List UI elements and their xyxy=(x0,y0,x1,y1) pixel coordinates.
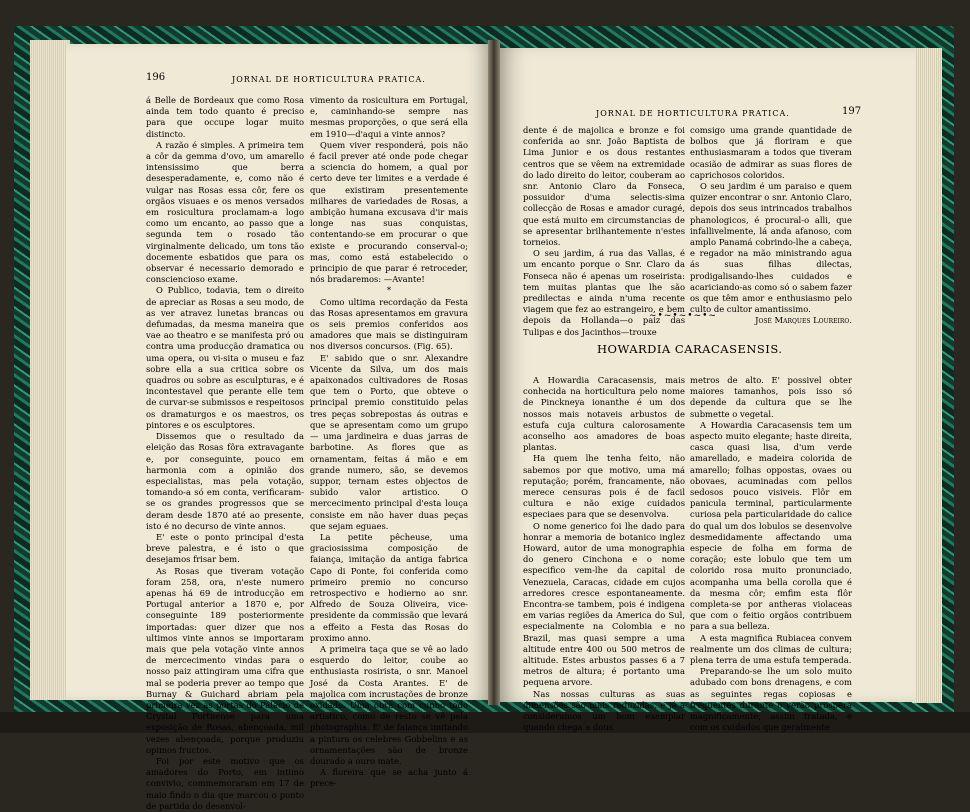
author-signature: José Marques Loureiro. xyxy=(755,315,852,326)
right-page-number: 197 xyxy=(842,106,862,117)
paragraph: E' este o ponto principal d'esta breve palestra, e é isto o que desejamos frisar bem. xyxy=(146,531,304,565)
right-lower-column-1 xyxy=(523,375,685,733)
left-page-number: 196 xyxy=(146,72,166,83)
section-separator: * xyxy=(386,285,392,296)
paragraph: O seu jardim é um paraiso e quem quizer encontrar o snr. Antonio Claro, depois dos seus intrincados trabalhos phanologicos, é procural-o alli, que infallivelmente, lá anda afanoso, com amplo Panamá cobrindo-lhe a cabeça, e regador na mão ministrando agua ás suas filhas dilectas, prodigalisando-lhes cuidados e acariciando-as como só o sabem fazer os que têm amor e enthusiasmo pelo culto de cultor amantissimo. xyxy=(690,181,852,315)
paragraph: Como ultima recordação da Festa das Rosas apresentamos em gravura os seis premios conferidos aos amadores que mais se distinguiram nos diversos concursos. (Fig. 65). xyxy=(310,296,468,352)
right-upper-column-1 xyxy=(523,125,685,337)
paragraph: A Howardia Caracasensis tem um aspecto muito elegante; haste direita, casca quasi lisa, d'um verde amarellado, e madeira colorida de amarello; folhas oppostas, ovaes ou obovaes, acuminadas com pellos sedosos pouco visiveis. Flôr em panicula terminal, particularmente curiosa pela particularidade do calice do qual um dos lobulos se desenvolve desmedidamente affectando uma especie de folha em forma de coração; este lobulo que tem um colorido rosa muito pronunciado, acompanha uma bella corolla que é da mesma côr; emfim esta flôr completa-se por antheras violaceas que com o feitio orgãos contribuem para a sua belleza. xyxy=(690,419,852,632)
paragraph: á Belle de Bordeaux que como Rosa ainda tem todo quanto é preciso para que occupe logar muito distincto. xyxy=(146,95,304,139)
book-gutter xyxy=(488,40,500,705)
paragraph: dente é de majolica e bronze e foi conferida ao snr. João Baptista de Lima Junior e os dous restantes centros que se vêem na extremidade do lado direito do leitor, couberam ao snr. Antonio Claro da Fonseca, possuidor d'uma selectis-sima collecção de Rosas e amador curagé, que está muito em circumstancias de se apresentar brilhantemente n'estes torneios. xyxy=(523,125,685,248)
paragraph: A Howardia Caracasensis, mais conhecida na horticultura pelo nome de Pinckneya ionanthe é um dos nossos mais notaveis arbustos de estufa cuja cultura calorosamente aconselho aos amadores de boas plantas. xyxy=(523,375,685,453)
paragraph: A esta magnifica Rubiacea convem realmente um dos climas de cultura; plena terra de uma estufa temperada. xyxy=(690,632,852,666)
paragraph: Dissemos que o resultado da eleição das Rosas fôra extravagante e, por conseguinte, pouco em harmonia com a opinião dos especialistas, mas pela votação, tomando-a só em conta, verificaram-se os grandes progressos que se deram desde 1870 até ao presente, isto é no decurso de vinte annos. xyxy=(146,431,304,531)
paragraph: A razão é simples. A primeira tem a côr da gemma d'ovo, um amarello intensissimo que berra desesperadamente, e, como não é vulgar nas Rosas essa côr, fere os orgãos visuaes e os menos versados em rosicultura proclamam-a logo como um encanto, ao passo que a segunda tem o rosado tão virginalmente delicado, um tons tão docemente esbatidos que para os observar é necessario demorado e conscienciosо exame. xyxy=(146,139,304,285)
paragraph: O seu jardim, á rua das Vallas, é um encanto porque o Snr. Claro da Fonseca não é apenas um roseirista: tem muitas plantas que lhe são predilectas e ainda n'uma recente viagem que fez ao estrangeiro, e bem depois da Hollanda—o paiz das Tulipas e dos Jacinthos—trouxe xyxy=(523,248,685,337)
paragraph: Nas nossas culturas as suas dimensões são mais reduzidas, e já a consideramos um bom exemplar quando chega a dous xyxy=(523,688,685,733)
paragraph: O Publico, todavia, tem o direito de apreciar as Rosas a seu modo, de as ver atravez lunetas brancas ou defumadas, da mesma maneira que vae ao theatro e se manifesta pró ou contra uma producção dramatica ou uma opera, ou vi-sita o museu e faz sobre ella a sua critica sobre os quadros ou sobre as esculpturas, e é incontestavel que perante elle tem de curvar-se submissos e respeitosos os dramaturgos e os maestros, os pintores e os esculptores. xyxy=(146,285,304,430)
left-column-2 xyxy=(310,95,468,789)
right-lower-column-2 xyxy=(690,375,852,733)
right-running-header: JORNAL DE HORTICULTURA PRATICA. xyxy=(596,109,790,118)
paragraph: comsigo uma grande quantidade de bolbos que já floriram e que enthusiasmaram a todos que tiveram ocasião de admirar as suas flores de caprichosos coloridos. xyxy=(690,125,852,180)
left-running-header: JORNAL DE HORTICULTURA PRATICA. xyxy=(232,75,426,84)
paragraph: vimento da rosicultura em Portugal, e, caminhando-se sempre nas mesmas proporções, o que será ella em 1910—d'aqui a vinte annos? xyxy=(310,95,468,139)
left-column-1 xyxy=(146,95,304,811)
section-title: HOWARDIA CARACASENSIS. xyxy=(597,342,783,356)
paragraph: Foi por este motivo que os amadores do Porto, em intimo convivio, commemoraram em 17 de maio findo o dia que marcou o ponto de partida do desenvol- xyxy=(146,755,304,811)
right-page-edges xyxy=(912,48,942,703)
paragraph: metros de alto. E' possivel obter maiores tamanhos, pois isso só depende da cultura que se lhe submette o vegetal. xyxy=(690,375,852,419)
paragraph: Ha quem lhe tenha feito, não sabemos por que motivo, uma má reputação; porém, francamente, não merece censuras pois é de facil cultura e não exige cuidados especiaes para que se desenvolva. xyxy=(523,453,685,520)
paragraph: Preparando-se lhe um solo muito adubado com bons drenagens, e com as seguintes regas copiosas e frequentes durante o verão prospera magnificamente; assim tratada, e com os cuidados que geralmente xyxy=(690,666,852,733)
paragraph: Quem viver responderá, pois não é facil prever até onde pode chegar a sciencia do homem, a qual por certo deve ter limites e a verdade é que existiram presentemente milhares de variedades de Rosas, a ambição humana excusava d'ir mais longe nas suas conquistas, contentando-se em procurar o que existe e procurando conserval-o; mas, como está estabelecido o principio de que parar é retroceder, nós bradaremos: —Avante! xyxy=(310,139,468,285)
paragraph: A floreira que se acha junto á prece- xyxy=(310,767,468,789)
right-upper-column-2 xyxy=(690,125,852,326)
paragraph: La petite pêcheuse, uma graciosissima composição de faiança, imitação da antiga fabrica Capo di Ponte, foi conferida como primeiro premio no concurso retrospectivo e hodierno ao snr. Alfredo de Souza Oliveira, vice-presidente da commissão que levará a effeito a Festa das Rosas do proximo anno. xyxy=(310,531,468,643)
paragraph: As Rosas que tiveram votação foram 258, ora, n'este numero apenas há 69 de introducção em Portugal anterior a 1870 e, por conseguinte 189 posteriormente importadas: quer dizer que nos ultimos vinte annos se importaram mais que pela votação vinte annos de mercecimento vindas para o nosso paiz attingiram uma cifra que mal se poderia prever ao tempo que Burnay & Guichard abriam pela primeira vez as portas do Palacio de Crystal Portuense para uma exposição de Rosas, abençoada, mil vezes abençoada, porque produziu opimos fructos. xyxy=(146,565,304,755)
paragraph: A primeira taça que se vê ao lado esquerdo do leitor, coube ao enthusiasta rosirista, o snr. Manoel José da Costa Arantes. E' de majolica com incrustações de bronze oxidado. Uma obra com cunho todo artistico, como de resto se vê pela photographia. E' de faiança imitando a pintura os celebres Gobbelins e as ornamentações são de bronze dourado a ouro mate. xyxy=(310,643,468,766)
paragraph: O nome generico foi lhe dado para honrar a memoria de botanico inglez Howard, autor de uma monographia do genero Cinchona e o nome especifico vem-lhe da capital de Venezuela, Caracas, cidade em cujos arredores cresce espontaneamente. Encontra-se tambem, pois é indigena em varias regiões da America do Sul, especialmente na Colombia e no Brazil, mas quasi sempre a uma altitude entre 400 ou 500 metros de altitude. Estes arbustos passes 6 a 7 metros de altura; é portanto uma pequena arvore. xyxy=(523,520,685,688)
section-ornament: ~•~•~•~•~ xyxy=(649,311,717,321)
left-page-edges xyxy=(30,40,70,700)
paragraph: E' sabido que o snr. Alexandre Vicente da Silva, um dos mais apaixonados cultivadores de Rosas que tem o Porto, que obteve o principal premio constituido pelas tres peças sobrepostas ás outras e que se apresentam como um grupo — uma jardineira e duas jarras de barbotine. As flores que as ornamentam, feitas á mão e em grande numero, são, se devemos suppor, ternam estes objectos de subido valor artistico. O mercecimento principal d'esta louça consiste em não haver duas peças que sejam eguaes. xyxy=(310,352,468,531)
